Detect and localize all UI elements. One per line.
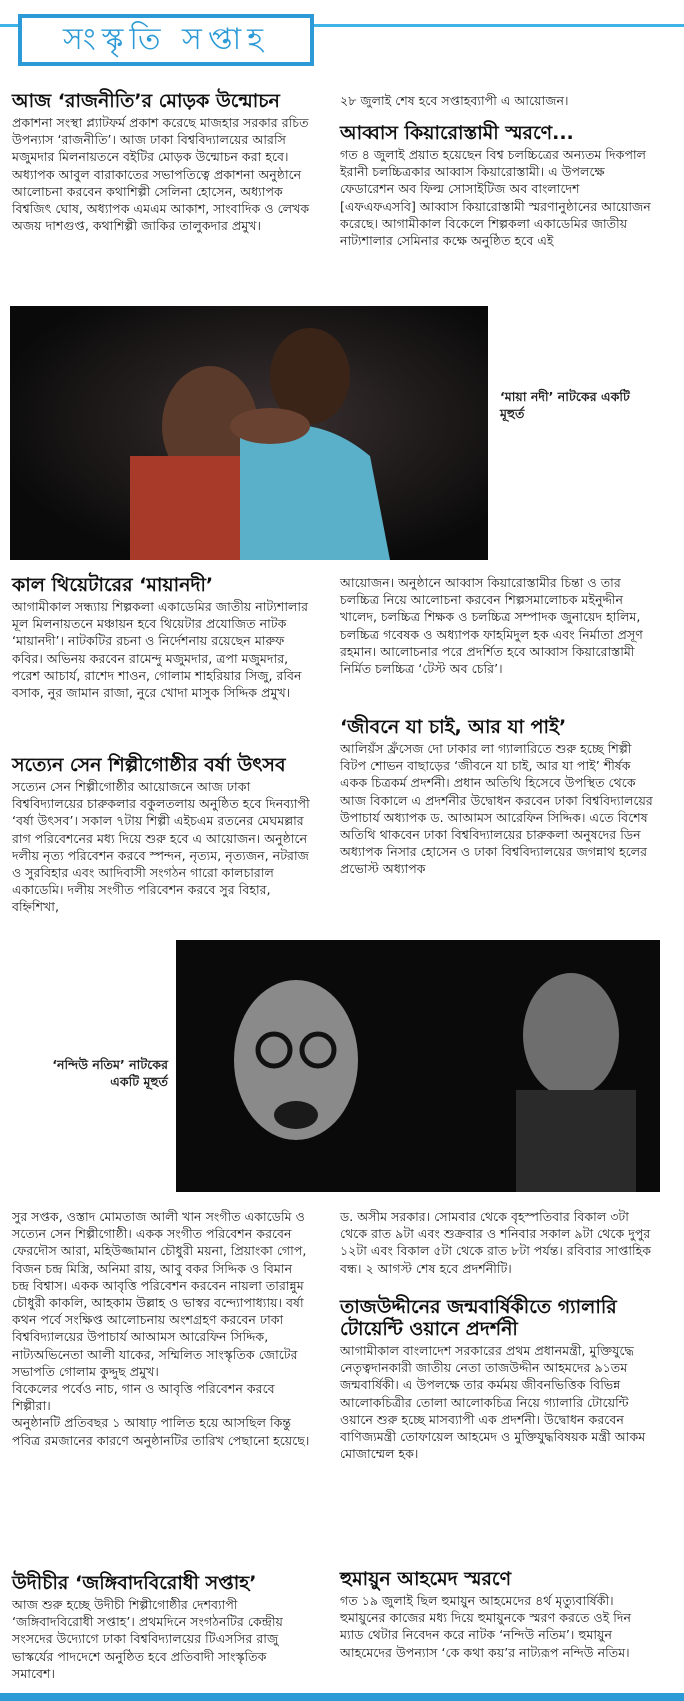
- article-body: অনুষ্ঠানটি প্রতিবছর ১ আষাঢ় পালিত হয়ে আসছিল কিন্তু পবিত্র রমজানের কারণে অনুষ্ঠানটির তারিখ পেছানো হয়েছে।: [12, 1415, 310, 1448]
- bottom-rule: [0, 1693, 684, 1701]
- article-body: প্রকাশনা সংস্থা প্ল্যাটফর্ম প্রকাশ করেছে মাজহার সরকার রচিত উপন্যাস ‘রাজনীতি’। আজ ঢাকা বিশ্ববিদ্যালয়ের আরসি মজুমদার মিলনায়তনে বইটির মোড়ক উন্মোচন করা হবে। অধ্যাপক আবুল বারাকাতের সভাপতিত্বে প্রকাশনা অনুষ্ঠানে আলোচনা করবেন কথাশিল্পী সেলিনা হোসেন, অধ্যাপক বিশ্বজিৎ ঘোষ, অধ্যাপক এমএম আকাশ, সাংবাদিক ও লেখক অজয় দাশগুপ্ত, কথাশিল্পী জাকির তালুকদার প্রমুখ।: [12, 115, 310, 234]
- article-mayanodi: [12, 574, 312, 701]
- photo-caption: ‘মায়া নদী’ নাটকের একটি মূহুর্ত: [500, 389, 630, 421]
- article-body: ড. অসীম সরকার। সোমবার থেকে বৃহস্পতিবার বিকাল ৩টা থেকে রাত ৯টা এবং শুক্রবার ও শনিবার সকাল ৯টা থেকে দুপুর ১২টা এবং বিকাল ৫টা থেকে রাত ৮টা পর্যন্ত। রবিবার সাপ্তাহিক বন্ধ। ২ আগস্ট শেষ হবে প্রদর্শনীটি।: [340, 1209, 652, 1276]
- article-headline: আজ ‘রাজনীতি’র মোড়ক উন্মোচন: [12, 90, 280, 112]
- article-rajniti-tail: [340, 92, 658, 109]
- article-tajuddin: [340, 1296, 658, 1462]
- article-headline: কাল থিয়েটারের ‘মায়ানদী’: [12, 574, 214, 596]
- stage-scene-image: [10, 306, 488, 560]
- article-headline: হুমায়ুন আহমেদ স্মরণে: [340, 1568, 512, 1590]
- article-body: আগামীকাল সন্ধ্যায় শিল্পকলা একাডেমির জাতীয় নাট্যশালার মূল মিলনায়তনে মঞ্চায়ন হবে থিয়েটার প্রযোজিত নাটক ‘মায়ানদী’। নাটকটির রচনা ও নির্দেশনায় রয়েছেন মারুফ কবির। অভিনয় করবেন রামেন্দু মজুমদার, ত্রপা মজুমদার, পরেশ আচার্য, রাশেদ শাওন, গোলাম শাহরিয়ার সিজু, রবিন বসাক, নুর জামান রাজা, নুরে খোদা মাসুক সিদ্দিক প্রমুখ।: [12, 599, 308, 701]
- article-body: আগামীকাল বাংলাদেশ সরকারের প্রথম প্রধানমন্ত্রী, মুক্তিযুদ্ধে নেতৃত্বদানকারী জাতীয় নেতা তাজউদ্দীন আহমদের ৯১তম জন্মবার্ষিকী। এ উপলক্ষে তার কর্মময় জীবনভিত্তিক বিভিন্ন আলোকচিত্রীর তোলা আলোকচিত্র নিয়ে গ্যালারি টোয়েন্টি ওয়ানে শুরু হচ্ছে মাসব্যাপী এক প্রদর্শনী। উদ্বোধন করবেন বাণিজ্যমন্ত্রী তোফায়েল আহমেদ ও মুক্তিযুদ্ধবিষয়ক মন্ত্রী আকম মোজাম্মেল হক।: [340, 1343, 646, 1462]
- photo-maya-nodi: [10, 306, 488, 560]
- article-udichi: [12, 1572, 312, 1682]
- section-banner: [0, 0, 684, 74]
- article-rajniti: [12, 90, 312, 234]
- article-headline: তাজউদ্দীনের জন্মবার্ষিকীতে গ্যালারি টোয়েন্টি ওয়ানে প্রদর্শনী: [340, 1296, 617, 1340]
- photo-nondiu-notim: [176, 940, 660, 1192]
- stage-portrait-image: [176, 940, 660, 1192]
- article-body: ২৮ জুলাই শেষ হবে সপ্তাহব্যাপী এ আয়োজন।: [340, 93, 569, 108]
- article-jibone-cont: [340, 1208, 658, 1277]
- article-headline: ‘জীবনে যা চাই, আর যা পাই’: [340, 716, 567, 738]
- article-headline: সত্যেন সেন শিল্পীগোষ্ঠীর বর্ষা উৎসব: [12, 754, 286, 776]
- article-body: আলিয়ঁস ফ্রঁসেজ দো ঢাকার লা গ্যালারিতে শুরু হচ্ছে শিল্পী বিটপ শোভন বাছাড়ের ‘জীবনে যা চাই, আর যা পাই’ শীর্ষক একক চিত্রকর্ম প্রদর্শনী। প্রধান অতিথি হিসেবে উপস্থিত থেকে আজ বিকালে এ প্রদর্শনীর উদ্বোধন করবেন ঢাকা বিশ্ববিদ্যালয়ের উপাচার্য অধ্যাপক ড. আআমস আরেফিন সিদ্দিক। এতে বিশেষ অতিথি থাকবেন ঢাকা বিশ্ববিদ্যালয়ের চারুকলা অনুষদের ডিন অধ্যাপক নিসার হোসেন ও ঢাকা বিশ্ববিদ্যালয়ের জগন্নাথ হলের প্রভোস্ট অধ্যাপক: [340, 741, 653, 877]
- article-headline: আব্বাস কিয়ারোস্তামী স্মরণে...: [340, 122, 574, 144]
- article-body: সুর সপ্তক, ওস্তাদ মোমতাজ আলী খান সংগীত একাডেমি ও সত্যেন সেন শিল্পীগোষ্ঠী। একক সংগীত পরিবেশন করবেন ফেরদৌস আরা, মহিউজ্জামান চৌধুরী ময়না, প্রিয়াংকা গোপ, বিজন চন্দ্র মিস্ত্রি, অনিমা রায়, আবু বকর সিদ্দিক ও বিমান চন্দ্র বিশ্বাস। একক আবৃত্তি পরিবেশন করবেন নায়লা তারান্নুম চৌধুরী কাকলি, আহকাম উল্লাহ ও ভাস্বর বন্দ্যোপাধ্যায়। বর্ষা কথন পর্বে সংক্ষিপ্ত আলোচনায় অংশগ্রহণ করবেন ঢাকা বিশ্ববিদ্যালয়ের উপাচার্য আআমস আরেফিন সিদ্দিক, নাট্যঅভিনেতা আলী যাকের, সম্মিলিত সাংস্কৃতিক জোটের সভাপতি গোলাম কুদ্দুছ প্রমুখ।: [12, 1209, 307, 1379]
- article-body: গত ৪ জুলাই প্রয়াত হয়েছেন বিশ্ব চলচ্চিত্রের অন্যতম দিকপাল ইরানী চলচ্চিত্রকার আব্বাস কিয়ারোস্তামী। এ উপলক্ষে ফেডারেশন অব ফিল্ম সোসাইটিজ অব বাংলাদেশ [এফএফএসবি] আব্বাস কিয়ারোস্তামী স্মরণানুষ্ঠানের আয়োজন করেছে। আগামীকাল বিকেলে শিল্পকলা একাডেমির জাতীয় নাট্যশালার সেমিনার কক্ষে অনুষ্ঠিত হবে এই: [340, 147, 651, 249]
- article-body: আয়োজন। অনুষ্ঠানে আব্বাস কিয়ারোস্তামীর চিন্তা ও তার চলচ্চিত্র নিয়ে আলোচনা করবেন শিল্পসমালোচক মইনুদ্দীন খালেদ, চলচ্চিত্র শিক্ষক ও চলচ্চিত্র সম্পাদক জুনায়েদ হালিম, চলচ্চিত্র গবেষক ও অধ্যাপক ফাহমিদুল হক এবং নির্মাতা প্রসূণ রহমান। আলোচনার পরে প্রদর্শিত হবে আব্বাস কিয়ারোস্তামী নির্মিত চলচ্চিত্র ‘টেস্ট অব চেরি’।: [340, 575, 643, 677]
- article-humayun: [340, 1568, 658, 1661]
- article-body: বিকেলের পর্বেও নাচ, গান ও আবৃত্তি পরিবেশন করবে শিল্পীরা।: [12, 1381, 275, 1414]
- article-body: সত্যেন সেন শিল্পীগোষ্ঠীর আয়োজনে আজ ঢাকা বিশ্ববিদ্যালয়ের চারুকলার বকুলতলায় অনুষ্ঠিত হবে দিনব্যাপী ‘বর্ষা উৎসব’। সকাল ৭টায় শিল্পী এইচএম রতনের মেঘমল্লার রাগ পরিবেশনের মধ্য দিয়ে শুরু হবে এ আয়োজন। অনুষ্ঠানে দলীয় নৃত্য পরিবেশন করবে স্পন্দন, নৃত্যম, নৃত্যজন, নটরাজ ও সুরবিহার এবং আদিবাসী সংগঠন গারো কালচারাল একাডেমি। দলীয় সংগীত পরিবেশন করবে সুর বিহার, বহ্নিশিখা,: [12, 779, 310, 915]
- article-headline: উদীচীর ‘জঙ্গিবাদবিরোধী সপ্তাহ’: [12, 1572, 257, 1594]
- article-abbas: [340, 122, 658, 249]
- article-borsha-utsob-cont: [12, 1208, 312, 1449]
- article-body: আজ শুরু হচ্ছে উদীচী শিল্পীগোষ্ঠীর দেশব্যাপী ‘জঙ্গিবাদবিরোধী সপ্তাহ’। প্রথমদিনে সংগঠনটির কেন্দ্রীয় সংসদের উদ্যোগে ঢাকা বিশ্ববিদ্যালয়ের টিএসসির রাজু ভাস্কর্যের পাদদেশে অনুষ্ঠিত হবে প্রতিবাদী সাংস্কৃতিক সমাবেশ।: [12, 1597, 283, 1681]
- section-title: সংস্কৃতি সপ্তাহ: [22, 18, 310, 62]
- article-borsha-utsob: [12, 754, 312, 916]
- article-body: গত ১৯ জুলাই ছিল হুমায়ুন আহমেদের ৪র্থ মৃত্যুবার্ষিকী। হুমায়ুনের কাজের মধ্য দিয়ে হুমায়ুনকে স্মরণ করতে ওই দিন ম্যাড থেটার নিবেদন করে নাটক ‘নন্দিউ নতিম’। হুমায়ুন আহমেদের উপন্যাস ‘কে কথা কয়’র নাট্যরূপ নন্দিউ নতিম।: [340, 1593, 632, 1660]
- photo-caption: ‘নন্দিউ নতিম’ নাটকের একটি মূহুর্ত: [52, 1057, 168, 1089]
- article-jibone: [340, 716, 658, 878]
- article-abbas-cont: [340, 574, 658, 677]
